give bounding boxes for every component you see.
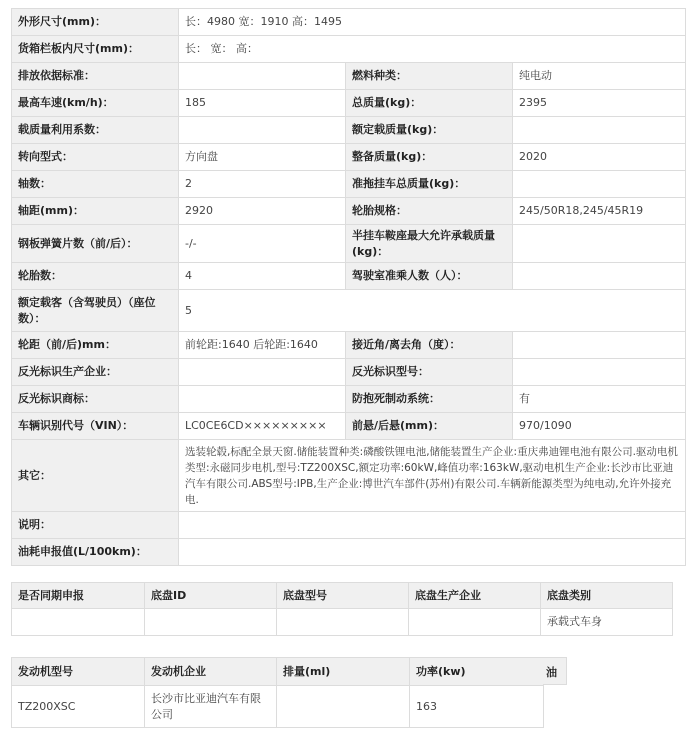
overhang-label: 前悬/后悬(mm)： <box>346 413 513 440</box>
max-speed-value: 185 <box>179 90 346 117</box>
table-cell <box>12 609 145 636</box>
table-cell: 承载式车身 <box>541 609 673 636</box>
saddle-label: 半挂车鞍座最大允许承载质量(kg)： <box>346 225 513 263</box>
other-label: 其它： <box>12 440 179 512</box>
load-util-label: 载质量利用系数： <box>12 117 179 144</box>
spec-row <box>12 332 686 359</box>
reflector-model-value <box>513 359 686 386</box>
spec-row <box>12 117 686 144</box>
wheelbase-value: 2920 <box>179 198 346 225</box>
load-util-value <box>179 117 346 144</box>
wheelbase-label: 轴距(mm)： <box>12 198 179 225</box>
spec-row <box>12 359 686 386</box>
note-label: 说明： <box>12 512 179 539</box>
note-value <box>179 512 686 539</box>
curb-mass-value: 2020 <box>513 144 686 171</box>
curb-mass-label: 整备质量(kg)： <box>346 144 513 171</box>
track-value: 前轮距:1640 后轮距:1640 <box>179 332 346 359</box>
spec-row <box>12 198 686 225</box>
axles-value: 2 <box>179 171 346 198</box>
spec-row <box>12 539 686 566</box>
chassis-table <box>11 582 673 636</box>
spec-row-size <box>12 9 686 36</box>
trailer-mass-value <box>513 171 686 198</box>
passengers-label: 额定载客（含驾驶员）（座位数）： <box>12 290 179 332</box>
cargo-value: 长： 宽： 高： <box>179 36 686 63</box>
tires-count-label: 轮胎数： <box>12 263 179 290</box>
reflector-maker-value <box>179 359 346 386</box>
fuel-report-value <box>179 539 686 566</box>
spec-row <box>12 63 686 90</box>
vin-label: 车辆识别代号（VIN）： <box>12 413 179 440</box>
saddle-value <box>513 225 686 263</box>
reflector-brand-label: 反光标识商标： <box>12 386 179 413</box>
reflector-maker-label: 反光标识生产企业： <box>12 359 179 386</box>
cab-seats-label: 驾驶室准乘人数（人）： <box>346 263 513 290</box>
engine-table <box>11 657 544 728</box>
column-header: 发动机企业 <box>145 658 277 686</box>
table-cell <box>277 609 409 636</box>
rated-load-value <box>513 117 686 144</box>
table-cell <box>145 609 277 636</box>
spring-label: 钢板弹簧片数（前/后）： <box>12 225 179 263</box>
table-cell: 长沙市比亚迪汽车有限公司 <box>145 686 277 728</box>
column-header: 底盘生产企业 <box>409 583 541 609</box>
size-value: 长：4980 宽：1910 高：1495 <box>179 9 686 36</box>
table-header-row <box>12 658 544 686</box>
spec-row <box>12 171 686 198</box>
max-speed-label: 最高车速(km/h)： <box>12 90 179 117</box>
steering-value: 方向盘 <box>179 144 346 171</box>
spring-value: -/- <box>179 225 346 263</box>
track-label: 轮距（前/后)mm： <box>12 332 179 359</box>
vin-value: LC0CE6CD××××××××× <box>179 413 346 440</box>
column-header: 功率(kw) <box>410 658 544 686</box>
spec-row <box>12 512 686 539</box>
spec-row <box>12 440 686 512</box>
column-header: 底盘类别 <box>541 583 673 609</box>
steering-label: 转向型式： <box>12 144 179 171</box>
reflector-model-label: 反光标识型号： <box>346 359 513 386</box>
spec-row <box>12 144 686 171</box>
reflector-brand-value <box>179 386 346 413</box>
column-header: 发动机型号 <box>12 658 145 686</box>
overhang-value: 970/1090 <box>513 413 686 440</box>
abs-value: 有 <box>513 386 686 413</box>
angle-value <box>513 332 686 359</box>
total-mass-value: 2395 <box>513 90 686 117</box>
total-mass-label: 总质量(kg)： <box>346 90 513 117</box>
table-cell: 163 <box>410 686 544 728</box>
abs-label: 防抱死制动系统： <box>346 386 513 413</box>
spec-row <box>12 413 686 440</box>
emission-value <box>179 63 346 90</box>
cab-seats-value <box>513 263 686 290</box>
table-cell: TZ200XSC <box>12 686 145 728</box>
column-header: 排量(ml) <box>277 658 410 686</box>
spec-row <box>12 386 686 413</box>
passengers-value: 5 <box>179 290 686 332</box>
table-header-row <box>12 583 673 609</box>
size-label: 外形尺寸(mm)： <box>12 9 179 36</box>
angle-label: 接近角/离去角（度）： <box>346 332 513 359</box>
spec-row <box>12 225 686 263</box>
table-cell <box>409 609 541 636</box>
cargo-label: 货箱栏板内尺寸(mm)： <box>12 36 179 63</box>
fuel-report-label: 油耗申报值(L/100km)： <box>12 539 179 566</box>
vehicle-spec-table <box>11 8 686 566</box>
column-header-truncated: 油 <box>543 657 567 685</box>
spec-row <box>12 290 686 332</box>
column-header: 底盘型号 <box>277 583 409 609</box>
other-value: 选装轮毂,标配全景天窗.储能装置种类:磷酸铁锂电池,储能装置生产企业:重庆弗迪锂电池有限公司.驱动电机类型:永磁同步电机,型号:TZ200XSC,额定功率:60kW,峰值功率:163kW,驱动电机生产企业:长沙市比亚迪汽车有限公司.ABS型号:IPB,生产企业:博世汽车部件(苏州)有限公司.车辆新能源类型为纯电动,允许外接充电. <box>179 440 686 512</box>
fuel-type-value: 纯电动 <box>513 63 686 90</box>
tire-spec-value: 245/50R18,245/45R19 <box>513 198 686 225</box>
column-header: 是否同期申报 <box>12 583 145 609</box>
table-row <box>12 609 673 636</box>
table-row <box>12 686 544 728</box>
table-cell <box>277 686 410 728</box>
rated-load-label: 额定载质量(kg)： <box>346 117 513 144</box>
tires-count-value: 4 <box>179 263 346 290</box>
emission-label: 排放依据标准： <box>12 63 179 90</box>
spec-row <box>12 90 686 117</box>
trailer-mass-label: 准拖挂车总质量(kg)： <box>346 171 513 198</box>
fuel-type-label: 燃料种类： <box>346 63 513 90</box>
column-header: 底盘ID <box>145 583 277 609</box>
spec-row <box>12 263 686 290</box>
tire-spec-label: 轮胎规格： <box>346 198 513 225</box>
axles-label: 轴数： <box>12 171 179 198</box>
spec-row-cargo <box>12 36 686 63</box>
